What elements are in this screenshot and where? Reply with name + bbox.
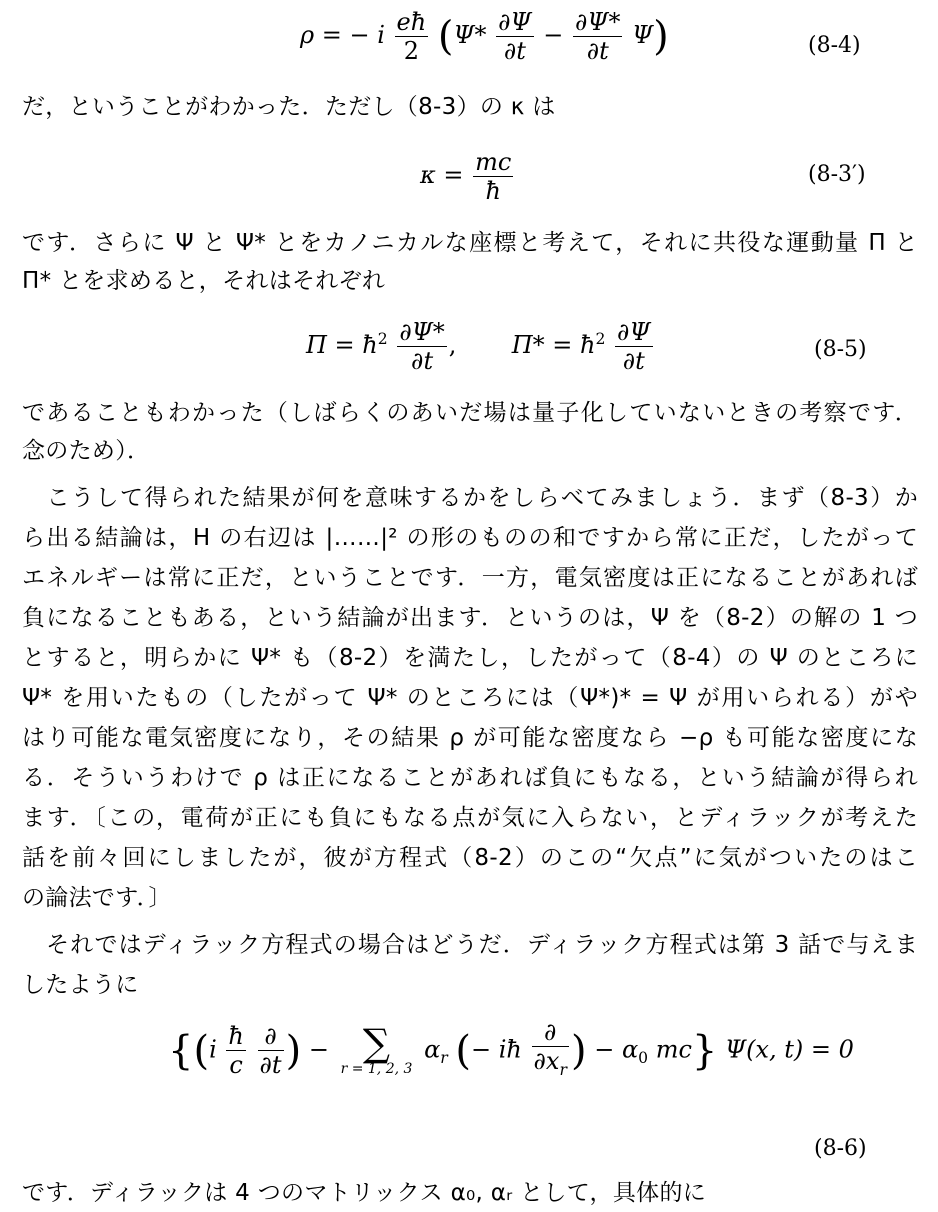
equation-number-8-6: (8-6) [814,1136,867,1161]
paragraph-line: Π* とを求めると，それはそれぞれ [22,268,386,294]
paragraph-line: 話を前々回にしましたが，彼が方程式（8-2）のこの“欠点”に気がついたのはこ [22,845,918,871]
paragraph-line: です．ディラックは 4 つのマトリックス α₀, αᵣ として，具体的に [22,1180,707,1206]
eq-8-4-deriv-1: $\frac{\partial\Psi}{\partial t}$ [498,8,532,65]
paragraph-line: エネルギーは常に正だ，ということです．一方，電気密度は正になることがあれば [22,565,918,591]
paragraph-line: はり可能な電気密度になり，その結果 ρ が可能な密度なら −ρ も可能な密度にな [22,725,918,751]
equation-8-6: {(i $\frac{ħ}{c}$ $\frac{\partial}{\partial t}$ ) − ∑ r = 1, 2, 3 $\alpha_r$ (− iħ $\frac{\partial}{\partial x_r}$ ) − $\alpha_0$ mc} Ψ(x, t) = 0 [168,1018,854,1080]
paragraph-line: であることもわかった（しばらくのあいだ場は量子化していないときの考察です． [22,400,918,426]
paragraph-line: したように [22,972,139,998]
equation-number-8-4: (8-4) [808,33,861,58]
summation-sign: ∑ r = 1, 2, 3 [340,1020,413,1077]
paragraph-line: とすると，明らかに Ψ* も（8-2）を満たし，したがって（8-4）の Ψ のところに [22,645,918,671]
eq-8-4-coef-frac: $\frac{eħ}{2}$ [396,8,427,65]
paragraph-line: です．さらに Ψ と Ψ* とをカノニカルな座標と考えて，それに共役な運動量 Π と [22,230,918,256]
paragraph-line: の論法です．〕 [22,885,172,911]
paragraph-line: ら出る結論は，H の右辺は |……|² の形のものの和ですから常に正だ，したがって [22,525,918,551]
equation-8-3-prime: κ = $\frac{mc}{ħ}$ [420,148,512,205]
paragraph-line: 負になることもある，という結論が出ます．というのは，Ψ を（8-2）の解の 1 つ [22,605,918,631]
paragraph-line: Ψ* を用いたもの（したがって Ψ* のところには（Ψ*)* = Ψ が用いられる）がや [22,685,918,711]
eq-8-4-psi-star: Ψ* [453,21,487,49]
paragraph-line: る．そういうわけで ρ は正になることがあれば負にもなる，という結論が得られ [22,765,918,791]
equation-8-5: $\Pi = ħ^2$ $\frac{\partial\Psi*}{\partial t}$ , $\Pi* = ħ^2$ $\frac{\partial\Psi}{\partial t}$ [306,318,651,375]
paragraph-line: 念のため）． [22,438,151,464]
paragraph-line: ます．〔この，電荷が正にも負にもなる点が気に入らない，とディラックが考えた [22,805,918,831]
eq-8-4-lhs: ρ = − i [300,21,385,49]
equation-number-8-5: (8-5) [814,337,867,362]
equation-8-4: ρ = − i $\frac{eħ}{2}$ (Ψ* $\frac{\partial\Psi}{\partial t}$ − $\frac{\partial\Psi*}{\partial t}$ Ψ) [300,8,669,65]
paragraph-line: だ，ということがわかった．ただし（8-3）の κ は [22,94,556,120]
equation-number-8-3-prime: (8-3′) [808,162,866,187]
eq-8-4-deriv-2: $\frac{\partial\Psi*}{\partial t}$ [575,8,621,65]
paragraph-line: こうして得られた結果が何を意味するかをしらべてみましょう．まず（8-3）か [22,485,918,511]
paragraph-line: それではディラック方程式の場合はどうだ．ディラック方程式は第 3 話で与えま [22,932,918,958]
